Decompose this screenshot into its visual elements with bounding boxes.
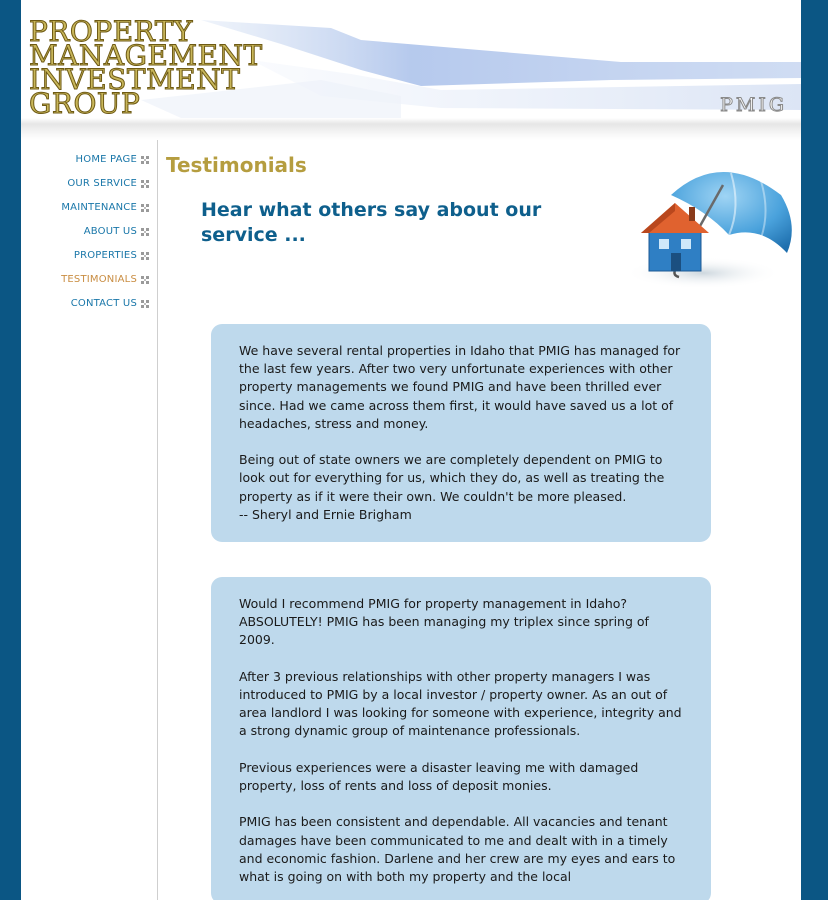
plus-grid-icon	[141, 252, 149, 260]
nav-label: TESTIMONIALS	[61, 274, 137, 285]
nav-contact-us[interactable]	[71, 295, 149, 313]
testimonial-card	[211, 577, 711, 900]
tagline-heading: Hear what others say about our service ...	[201, 199, 542, 246]
testimonial-signature: -- Sheryl and Ernie Brigham	[239, 506, 412, 522]
plus-grid-icon	[141, 204, 149, 212]
nav-label: PROPERTIES	[73, 250, 137, 261]
nav-home-page[interactable]	[76, 151, 149, 169]
page	[21, 0, 801, 900]
nav-label: OUR SERVICE	[67, 178, 137, 189]
nav-testimonials[interactable]	[61, 271, 149, 289]
nav-about-us[interactable]	[84, 223, 149, 241]
nav-label: HOME PAGE	[75, 154, 137, 165]
logo-line-2: MANAGEMENT	[29, 39, 263, 72]
nav-label: CONTACT US	[70, 298, 137, 309]
testimonial-paragraph: We have several rental properties in Idaho that PMIG has managed for the last few years. After two very unfortunate experiences with other property managements we found PMIG and have been thrilled ever since. Had we came across them first, it would have saved us a lot of headaches, stress and money.	[239, 343, 681, 431]
nav-maintenance[interactable]	[61, 199, 149, 217]
testimonial-paragraph: Would I recommend PMIG for property management in Idaho? ABSOLUTELY! PMIG has been managing my triplex since spring of 2009.	[239, 596, 649, 648]
plus-grid-icon	[141, 156, 149, 164]
nav-label: MAINTENANCE	[61, 202, 137, 213]
sidebar-nav	[21, 140, 158, 900]
page-title: Testimonials	[166, 153, 307, 177]
plus-grid-icon	[141, 228, 149, 236]
testimonial-card	[211, 324, 711, 542]
logo-line-1: PROPERTY	[29, 15, 193, 48]
site-header	[21, 0, 801, 140]
plus-grid-icon	[141, 180, 149, 188]
testimonial-paragraph: Previous experiences were a disaster leaving me with damaged property, loss of rents and loss of deposit monies.	[239, 759, 639, 793]
testimonial-paragraph: Being out of state owners we are completely dependent on PMIG to look out for everything for us, which they do, as well as treating the property as if it were their own. We couldn't be more pleased.	[239, 452, 665, 504]
nav-our-service[interactable]	[67, 175, 149, 193]
logo-line-3: INVESTMENT	[29, 63, 241, 96]
pmig-badge: PMIG	[720, 94, 787, 116]
testimonial-paragraph: PMIG has been consistent and dependable. All vacancies and tenant damages have been communicated to me and dealt with in a timely and economic fashion. Darlene and her crew are my eyes and ears to what is going on with both my property and the local	[239, 814, 676, 884]
nav-properties[interactable]	[74, 247, 149, 265]
plus-grid-icon	[141, 276, 149, 284]
logo-line-4: GROUP	[29, 87, 141, 120]
testimonial-paragraph: After 3 previous relationships with other property managers I was introduced to PMIG by a local investor / property owner. As an out of area landlord I was looking for someone with experience, integrity and a strong dynamic group of maintenance professionals.	[239, 668, 682, 739]
plus-grid-icon	[141, 300, 149, 308]
nav-label: ABOUT US	[83, 226, 137, 237]
house-umbrella-graphic	[611, 155, 801, 305]
